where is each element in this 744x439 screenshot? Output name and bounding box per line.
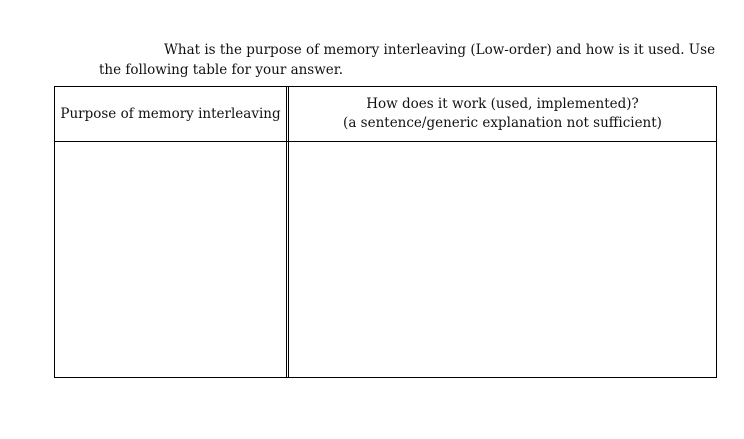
question-text: What is the purpose of memory interleaving (Low-order) and how is it used. Use the following table for your answer. [99,42,716,78]
answer-table [54,86,717,378]
purpose-header: Purpose of memory interleaving [60,106,281,122]
how-it-works-note: (a sentence/generic explanation not sufficient) [343,115,662,131]
how-it-works-header: How does it work (used, implemented)? [366,96,639,112]
purpose-answer-cell[interactable] [55,142,286,377]
purpose-header-cell [55,87,286,141]
how-it-works-answer-cell[interactable] [289,142,716,377]
how-it-works-header-cell [289,87,716,141]
